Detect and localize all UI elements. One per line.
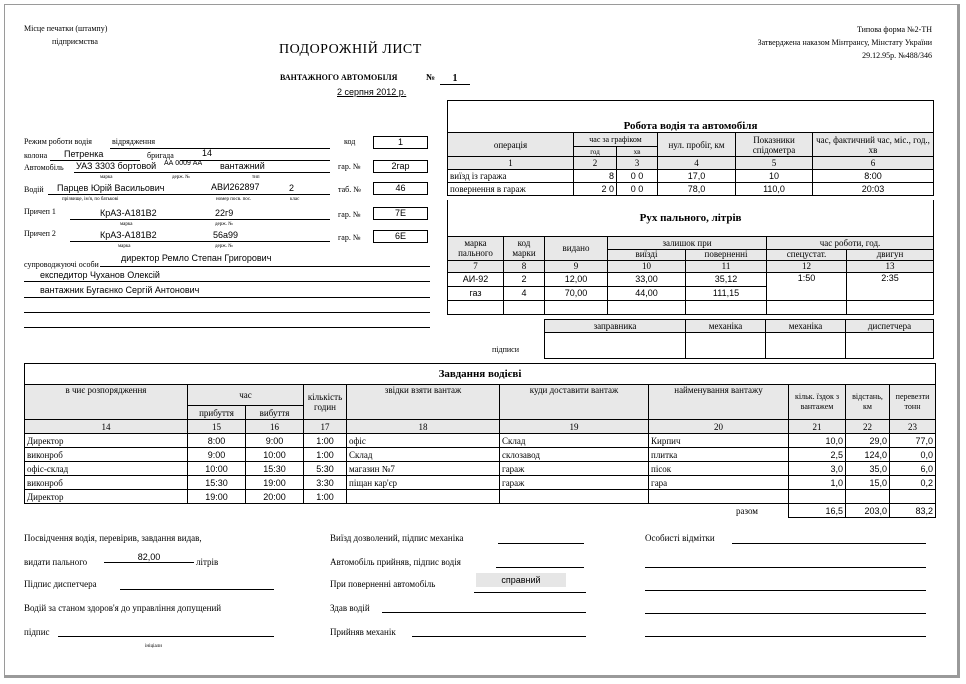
cell: 9:00: [188, 448, 246, 462]
trailer2-value: КрАЗ-А181В2: [100, 230, 157, 240]
cell: 10:00: [246, 448, 304, 462]
cell: пісок: [649, 462, 789, 476]
signature-line: [58, 636, 274, 637]
driver-label: Водій: [24, 185, 44, 194]
car-accepted-line: [496, 567, 584, 568]
number-label: №: [426, 72, 436, 82]
table-row: [25, 434, 936, 448]
table-row: [448, 272, 934, 286]
num-cell: 1: [448, 157, 574, 170]
signatures-table: [544, 319, 934, 359]
num-cell: 8: [504, 260, 545, 272]
dispatcher-signature-line: [120, 589, 274, 590]
col-order: в чиє розпорядження: [25, 385, 188, 420]
col-worktime: час роботи, год.: [767, 236, 934, 249]
tasks-table: [24, 363, 936, 518]
col-hour: год: [574, 147, 617, 157]
trailer2-plate: 56а99: [213, 230, 239, 240]
num-cell: 16: [246, 420, 304, 434]
table-row: [25, 490, 936, 504]
totals-row: [25, 504, 936, 518]
col-tons: перевезти тонн: [890, 385, 936, 420]
cell: 0,2: [890, 476, 936, 490]
enterprise-label: підприємства: [52, 37, 98, 46]
document-number: 1: [440, 73, 470, 85]
brigade-value: 14: [202, 148, 213, 158]
code-label: код: [344, 137, 356, 146]
caption-driver: прізвище, ім'я, по батькові: [62, 197, 119, 202]
cell: 19:00: [246, 476, 304, 490]
cell: 19:00: [188, 490, 246, 504]
escort-line-4: [24, 312, 430, 313]
condition-value: справний: [476, 573, 566, 587]
caption-plate2: держ. №: [215, 222, 233, 227]
caption-class: клас: [290, 197, 300, 202]
handed-driver-label: Здав водій: [330, 603, 370, 613]
total-label: разом: [25, 504, 789, 518]
liters-label: літрів: [196, 557, 219, 567]
form-type: Типова форма №2-ТН: [856, 25, 932, 34]
document-date: 2 серпня 2012 р.: [337, 87, 407, 97]
cell: [890, 490, 936, 504]
num-cell: 10: [608, 260, 686, 272]
cell: [847, 300, 934, 314]
cell: 77,0: [890, 434, 936, 448]
caption-make3: марка: [118, 244, 131, 249]
fuel-table-title: Рух пального, літрів: [448, 200, 934, 236]
cell: 12,00: [545, 272, 608, 286]
trailer2-line: [70, 241, 330, 242]
escort-line-2: [24, 281, 430, 282]
cell: 1:00: [304, 434, 347, 448]
cell: [686, 333, 766, 359]
escort-line-1: [100, 266, 430, 267]
trailer1-plate: 22г9: [215, 208, 234, 218]
brigade-label: бригада: [147, 151, 174, 160]
cell: 35,12: [686, 272, 767, 286]
col-arrival: прибуття: [188, 406, 246, 420]
cell: гараж: [500, 462, 649, 476]
condition-line: [474, 592, 586, 593]
cell: [545, 333, 686, 359]
num-cell: 22: [846, 420, 890, 434]
num-cell: 2: [574, 157, 617, 170]
num-cell: 20: [649, 420, 789, 434]
car-value: УАЗ 3303 бортовой: [76, 161, 157, 171]
col-fuel-rest: залишок при: [608, 236, 767, 249]
col-from: звідки взяти вантаж: [347, 385, 500, 420]
col-fuel-brand: марка пального: [448, 236, 504, 260]
num-cell: 14: [25, 420, 188, 434]
cell: [649, 490, 789, 504]
cell: 44,00: [608, 286, 686, 300]
num-cell: 3: [617, 157, 658, 170]
caption-initials: ініціали: [145, 644, 162, 649]
num-cell: 18: [347, 420, 500, 434]
cell: 29,0: [846, 434, 890, 448]
special-marks-line-2: [645, 567, 926, 568]
caption-plate3: держ. №: [215, 244, 233, 249]
cell: Кирпич: [649, 434, 789, 448]
cell: Склад: [500, 434, 649, 448]
dispatcher-signature-label: Підпис диспетчера: [24, 579, 97, 589]
trailer1-line: [70, 219, 330, 220]
cell: 1,0: [789, 476, 846, 490]
cell: [608, 300, 686, 314]
cell: 2 0: [574, 183, 617, 196]
cell: склозавод: [500, 448, 649, 462]
escort-label: супроводжуючі особи: [24, 260, 99, 269]
num-cell: 19: [500, 420, 649, 434]
garage2-box: 7Е: [373, 207, 428, 220]
cell: 20:00: [246, 490, 304, 504]
car-accepted-label: Автомобіль прийняв, підпис водія: [330, 557, 461, 567]
col-fuel-code: код марки: [504, 236, 545, 260]
caption-plate: держ. №: [172, 175, 190, 180]
cell: Директор: [25, 434, 188, 448]
caption-type: тип: [252, 175, 260, 180]
cell: 8:00: [813, 170, 934, 183]
special-marks-line-3: [645, 590, 926, 591]
handed-driver-line: [382, 612, 586, 613]
cell: [686, 300, 767, 314]
special-marks-line-1: [732, 543, 926, 544]
col-fuel-out: виїзді: [608, 249, 686, 260]
car-type: вантажний: [220, 161, 265, 171]
work-table-title: Робота водія та автомобіля: [448, 101, 934, 133]
driver-value: Парцев Юрій Васильович: [57, 183, 165, 193]
num-cell: 21: [789, 420, 846, 434]
signature-label: підпис: [24, 627, 50, 637]
escort-line-5: [24, 327, 430, 328]
signatures-label: підписи: [492, 345, 519, 354]
cell: [789, 490, 846, 504]
cell: 0,0: [890, 448, 936, 462]
cell: 2:35: [847, 272, 934, 300]
work-table: [447, 100, 934, 196]
cell: 10:00: [188, 462, 246, 476]
cell: [767, 300, 847, 314]
table-row: [448, 183, 934, 196]
cell: офіс: [347, 434, 500, 448]
approval-note: Затверджена наказом Мінтрансу, Мінстату України: [757, 38, 932, 47]
col-actual-time: час, фактичний час, міс., год., хв: [813, 133, 934, 157]
caption-make: марка: [100, 175, 113, 180]
cell: 4: [504, 286, 545, 300]
cell: офіс-склад: [25, 462, 188, 476]
col-distance: відстань, км: [846, 385, 890, 420]
page-title: ПОДОРОЖНІЙ ЛИСТ: [279, 42, 422, 57]
num-cell: 6: [813, 157, 934, 170]
num-cell: 7: [448, 260, 504, 272]
cell: 10,0: [789, 434, 846, 448]
cell: Склад: [347, 448, 500, 462]
total-tons: 83,2: [890, 504, 936, 518]
fuel-issued-value: 82,00: [104, 552, 194, 563]
health-label: Водій за станом здоров'я до управління допущений: [24, 603, 222, 613]
cell: 8: [574, 170, 617, 183]
cell: магазин №7: [347, 462, 500, 476]
garage3-label: гар. №: [338, 233, 361, 242]
accepted-mechanic-label: Прийняв механік: [330, 627, 396, 637]
cell: виконроб: [25, 448, 188, 462]
cell: 111,15: [686, 286, 767, 300]
col-trips: кільк. їздок з вантажем: [789, 385, 846, 420]
special-marks-line-5: [645, 636, 926, 637]
special-marks-line-4: [645, 613, 926, 614]
cell: плитка: [649, 448, 789, 462]
garage3-box: 6Е: [373, 230, 428, 243]
cell: виконроб: [25, 476, 188, 490]
cell: 35,0: [846, 462, 890, 476]
col-operation: операція: [448, 133, 574, 157]
driver-license: АВИ262897: [211, 182, 260, 192]
num-cell: 5: [736, 157, 813, 170]
sig-refueler: заправника: [545, 320, 686, 333]
cell: 124,0: [846, 448, 890, 462]
table-row: [25, 462, 936, 476]
col-departure: вибуття: [246, 406, 304, 420]
total-trips: 16,5: [789, 504, 846, 518]
cell: 33,00: [608, 272, 686, 286]
cell: гараж: [500, 476, 649, 490]
cell: 78,0: [658, 183, 736, 196]
cell: АИ-92: [448, 272, 504, 286]
cell: 0 0: [617, 183, 658, 196]
fuel-table: [447, 200, 934, 315]
sig-mechanic-1: механіка: [686, 320, 766, 333]
cell: 15:30: [246, 462, 304, 476]
col-fuel-return: поверненні: [686, 249, 767, 260]
escort-line-3: [24, 297, 430, 298]
col-fuel-issued: видано: [545, 236, 608, 260]
accepted-mechanic-line: [412, 636, 586, 637]
cell: [846, 490, 890, 504]
cell: [500, 490, 649, 504]
trailer1-value: КрАЗ-А181В2: [100, 208, 157, 218]
stamp-place-label: Місце печатки (штампу): [24, 24, 108, 33]
col-engine: двигун: [847, 249, 934, 260]
escort-1: директор Ремло Степан Григорович: [121, 253, 272, 263]
cell: 0 0: [617, 170, 658, 183]
certified-label: Посвідчення водія, перевірив, завдання видав,: [24, 533, 202, 543]
cell: 70,00: [545, 286, 608, 300]
cell: піщан кар'єр: [347, 476, 500, 490]
tab-box: 46: [373, 182, 428, 195]
cell: [846, 333, 934, 359]
cell: 3:30: [304, 476, 347, 490]
cell: виїзд із гаража: [448, 170, 574, 183]
sig-mechanic-2: механіка: [766, 320, 846, 333]
on-return-label: При поверненні автомобіль: [330, 579, 436, 589]
table-row: [448, 170, 934, 183]
cell: 17,0: [658, 170, 736, 183]
num-cell: 15: [188, 420, 246, 434]
cell: 5:30: [304, 462, 347, 476]
col-to: куди доставити вантаж: [500, 385, 649, 420]
num-cell: 13: [847, 260, 934, 272]
garage-box: 2гар: [373, 160, 428, 173]
cell: 10: [736, 170, 813, 183]
cell: 1:00: [304, 448, 347, 462]
escort-3: вантажник Бугаєнко Сергій Антонович: [40, 285, 200, 295]
cell: Директор: [25, 490, 188, 504]
col-time: час: [188, 385, 304, 406]
cell: [545, 300, 608, 314]
trailer2-label: Причеп 2: [24, 229, 56, 238]
col-schedule: час за графіком: [574, 133, 658, 147]
cell: гара: [649, 476, 789, 490]
car-plate: АА 0009 АА: [164, 160, 203, 167]
col-speedometer: Показники спідометра: [736, 133, 813, 157]
cell: 20:03: [813, 183, 934, 196]
cell: 15:30: [188, 476, 246, 490]
cell: 110,0: [736, 183, 813, 196]
cell: 9:00: [246, 434, 304, 448]
special-marks-label: Особисті відмітки: [645, 533, 715, 543]
tasks-title: Завдання водієві: [25, 364, 936, 385]
escort-2: експедитор Чуханов Олексій: [40, 270, 160, 280]
work-mode-value: відрядження: [112, 137, 156, 146]
table-row: [25, 476, 936, 490]
cell: 1:50: [767, 272, 847, 300]
caption-make2: марка: [120, 222, 133, 227]
sig-dispatcher: диспетчера: [846, 320, 934, 333]
cell: [766, 333, 846, 359]
fuel-issued-label: видати пального: [24, 557, 88, 567]
car-label: Автомобіль: [24, 163, 64, 172]
cell: повернення в гараж: [448, 183, 574, 196]
cell: газ: [448, 286, 504, 300]
cell: 1:00: [304, 490, 347, 504]
table-row: [25, 448, 936, 462]
work-mode-line: [110, 148, 330, 149]
col-cargo: найменування вантажу: [649, 385, 789, 420]
cell: 3,0: [789, 462, 846, 476]
caption-license: номер посв. пос.: [216, 197, 252, 202]
exit-allowed-label: Виїзд дозволений, підпис механіка: [330, 533, 464, 543]
cell: [448, 300, 504, 314]
num-cell: 12: [767, 260, 847, 272]
num-cell: 23: [890, 420, 936, 434]
num-cell: 4: [658, 157, 736, 170]
garage-label: гар. №: [338, 162, 361, 171]
col-hours: кількість годин: [304, 385, 347, 420]
car-line: [74, 172, 330, 173]
exit-allowed-line: [498, 543, 584, 544]
column-label: колона: [24, 151, 48, 160]
num-cell: 9: [545, 260, 608, 272]
trailer1-label: Причеп 1: [24, 207, 56, 216]
col-odometer: нул. пробіг, км: [658, 133, 736, 157]
num-cell: 11: [686, 260, 767, 272]
cell: 2,5: [789, 448, 846, 462]
document-subtitle: ВАНТАЖНОГО АВТОМОБІЛЯ: [280, 73, 398, 82]
total-distance: 203,0: [846, 504, 890, 518]
cell: [347, 490, 500, 504]
col-min: хв: [617, 147, 658, 157]
cell: [504, 300, 545, 314]
approval-date: 29.12.95р. №488/346: [862, 51, 932, 60]
driver-line: [48, 194, 330, 195]
work-mode-label: Режим роботи водія: [24, 137, 92, 146]
tab-label: таб. №: [338, 185, 361, 194]
garage2-label: гар. №: [338, 210, 361, 219]
code-box: 1: [373, 136, 428, 149]
cell: 8:00: [188, 434, 246, 448]
column-value: Петренка: [64, 149, 104, 159]
col-special: спецустат.: [767, 249, 847, 260]
cell: 6,0: [890, 462, 936, 476]
cell: 15,0: [846, 476, 890, 490]
cell: 2: [504, 272, 545, 286]
driver-class: 2: [289, 183, 295, 193]
num-cell: 17: [304, 420, 347, 434]
